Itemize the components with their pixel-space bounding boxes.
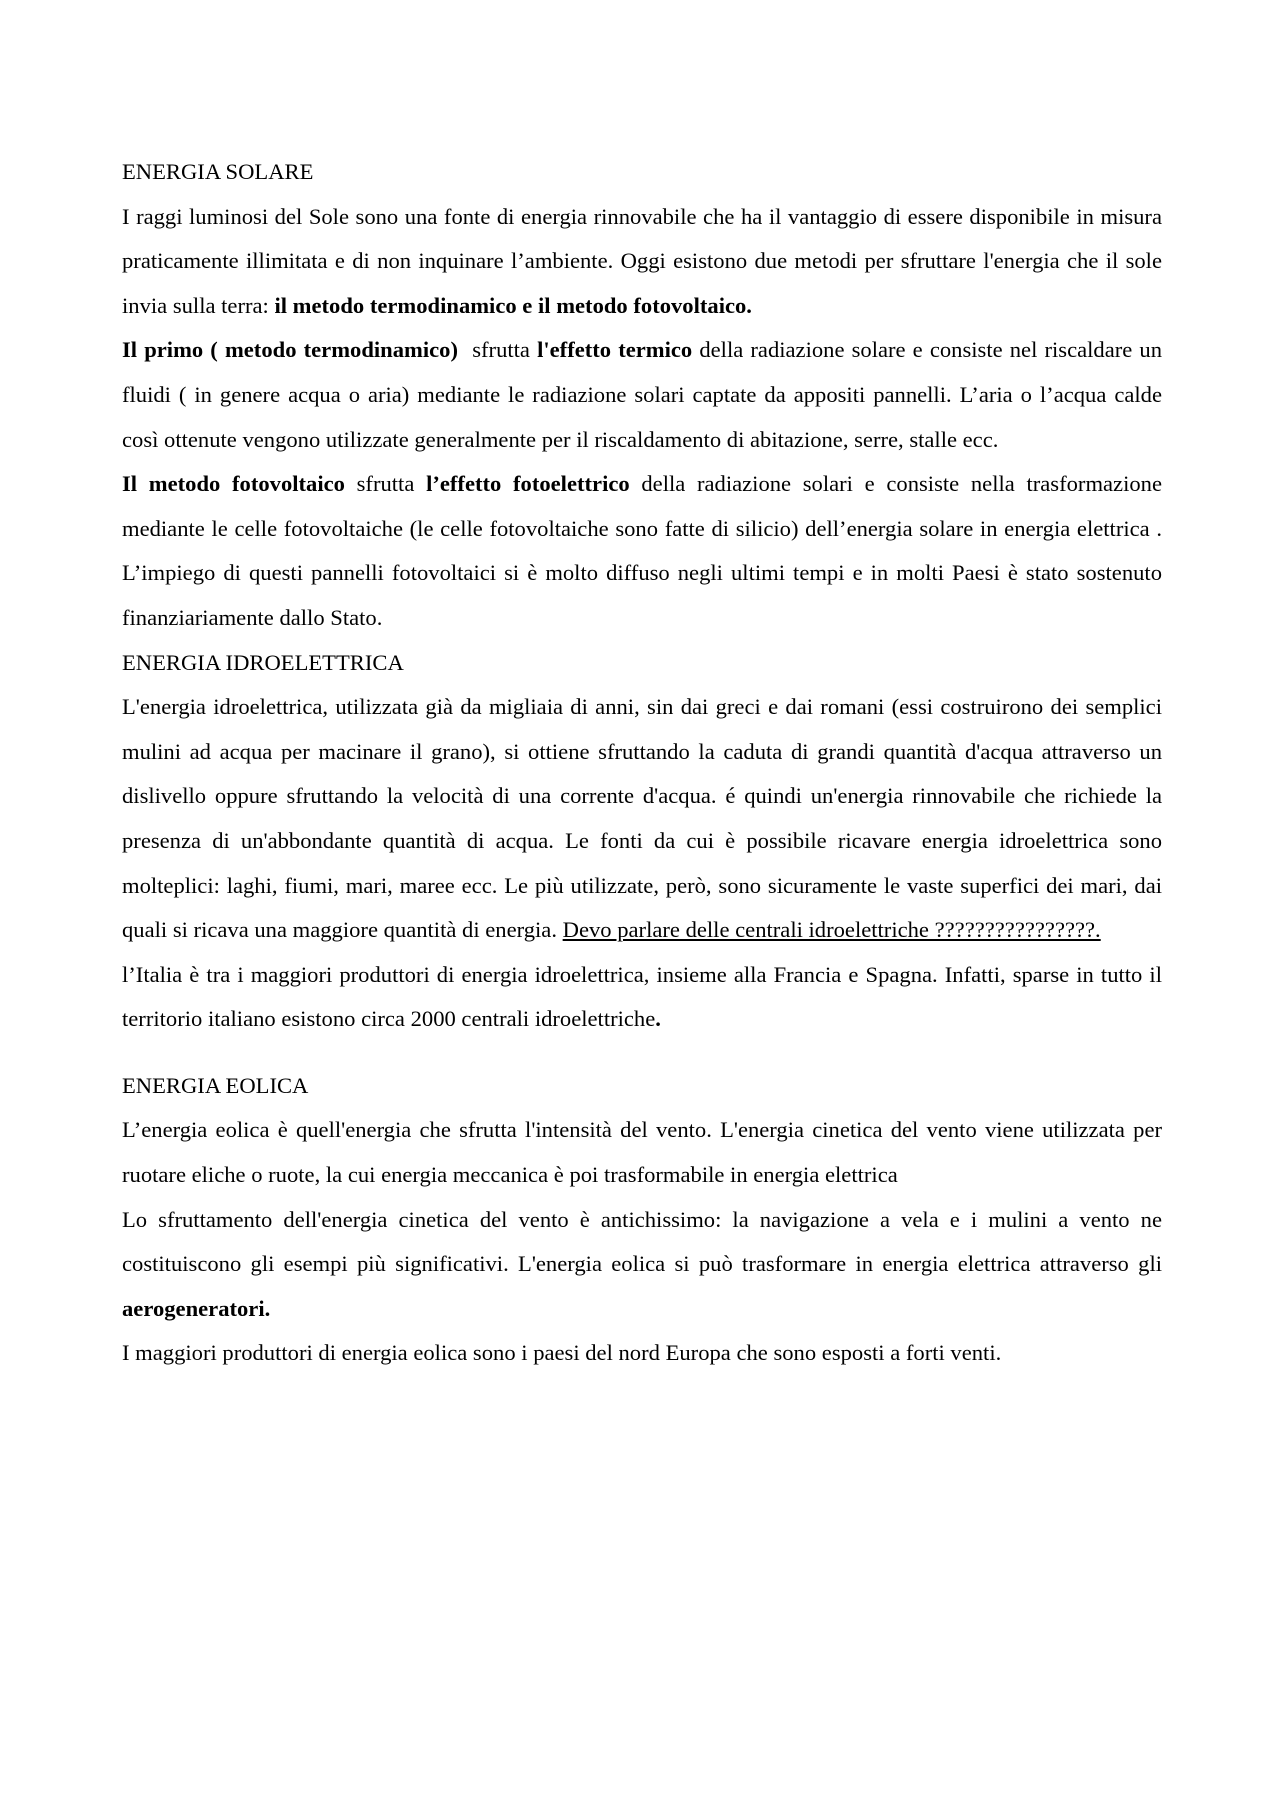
paragraph — [122, 1198, 1162, 1332]
document-body — [122, 150, 1162, 1376]
section-spacer — [122, 1042, 1162, 1064]
section-energia-eolica — [122, 1064, 1162, 1376]
paragraph — [122, 1108, 1162, 1197]
paragraph-text: della radiazione solari e consiste nella trasformazione mediante le celle fotovoltaiche (le celle fotovoltaiche sono fatte di silicio) dell’energia solare in energia elettrica . L’impiego di questi pannelli fotovoltaici si è molto diffuso negli ultimi tempi e in molti Paesi è stato sostenuto finanziariamente dallo Stato. — [122, 471, 1162, 630]
paragraph — [122, 953, 1162, 1042]
paragraph-text: l’Italia è tra i maggiori produttori di energia idroelettrica, insieme alla Francia e Spagna. Infatti, sparse in tutto il territorio italiano esistono circa 2000 centrali idroelettriche — [122, 961, 1162, 1032]
bold-text: il metodo termodinamico e il metodo fotovoltaico. — [274, 292, 752, 318]
bold-text: l'effetto termico — [537, 337, 693, 363]
bold-text: . — [655, 1006, 661, 1032]
paragraph-text: Lo sfruttamento dell'energia cinetica del vento è antichissimo: la navigazione a vela e i mulini a vento ne costituiscono gli esempi più significativi. L'energia eolica si può trasformare in energia elettrica attraverso gli — [122, 1206, 1162, 1277]
bold-text: Il metodo fotovoltaico — [122, 471, 345, 497]
paragraph-text: L’energia eolica è quell'energia che sfrutta l'intensità del vento. L'energia cinetica del vento viene utilizzata per ruotare eliche o ruote, la cui energia meccanica è poi trasformabile in energia elettrica — [122, 1117, 1162, 1188]
paragraph-text: sfrutta — [457, 337, 538, 363]
section-energia-solare — [122, 150, 1162, 641]
section-heading: ENERGIA EOLICA — [122, 1072, 309, 1098]
underlined-note: Devo parlare delle centrali idroelettriche ????????????????. — [562, 917, 1101, 943]
paragraph — [122, 1331, 1162, 1376]
paragraph-text: L'energia idroelettrica, utilizzata già da migliaia di anni, sin dai greci e dai romani (essi costruirono dei semplici mulini ad acqua per macinare il grano), si ottiene sfruttando la caduta di grandi quantità d'acqua attraverso un dislivello oppure sfruttando la velocità di una corrente d'acqua. é quindi un'energia rinnovabile che richiede la presenza di un'abbondante quantità di acqua. Le fonti da cui è possibile ricavare energia idroelettrica sono molteplici: laghi, fiumi, mari, maree ecc. Le più utilizzate, però, sono sicuramente le vaste superfici dei mari, dai quali si ricava una maggiore quantità di energia. — [122, 694, 1162, 943]
bold-text: l’effetto fotoelettrico — [426, 471, 630, 497]
section-heading: ENERGIA SOLARE — [122, 159, 314, 184]
paragraph — [122, 328, 1162, 462]
paragraph-text: della radiazione solare e consiste nel riscaldare un fluidi ( in genere acqua o aria) mediante le radiazione solari captate da appositi pannelli. L’aria o l’acqua calde così ottenute vengono utilizzate generalmente per il riscaldamento di abitazione, serre, stalle ecc. — [122, 337, 1163, 452]
paragraph-text: I maggiori produttori di energia eolica sono i paesi del nord Europa che sono esposti a forti venti. — [122, 1340, 1002, 1366]
paragraph — [122, 195, 1162, 329]
bold-text: Il primo ( metodo termodinamico) — [122, 337, 458, 363]
section-heading: ENERGIA IDROELETTRICA — [122, 649, 404, 675]
paragraph — [122, 462, 1162, 640]
section-energia-idroelettrica — [122, 641, 1162, 1042]
paragraph — [122, 685, 1162, 953]
paragraph-text: sfrutta — [344, 471, 427, 497]
bold-text: aerogeneratori. — [122, 1295, 271, 1321]
paragraph-text: I raggi luminosi del Sole sono una fonte di energia rinnovabile che ha il vantaggio di essere disponibile in misura praticamente illimitata e di non inquinare l’ambiente. Oggi esistono due metodi per sfruttare l'energia che il sole invia sulla terra: — [122, 203, 1162, 318]
